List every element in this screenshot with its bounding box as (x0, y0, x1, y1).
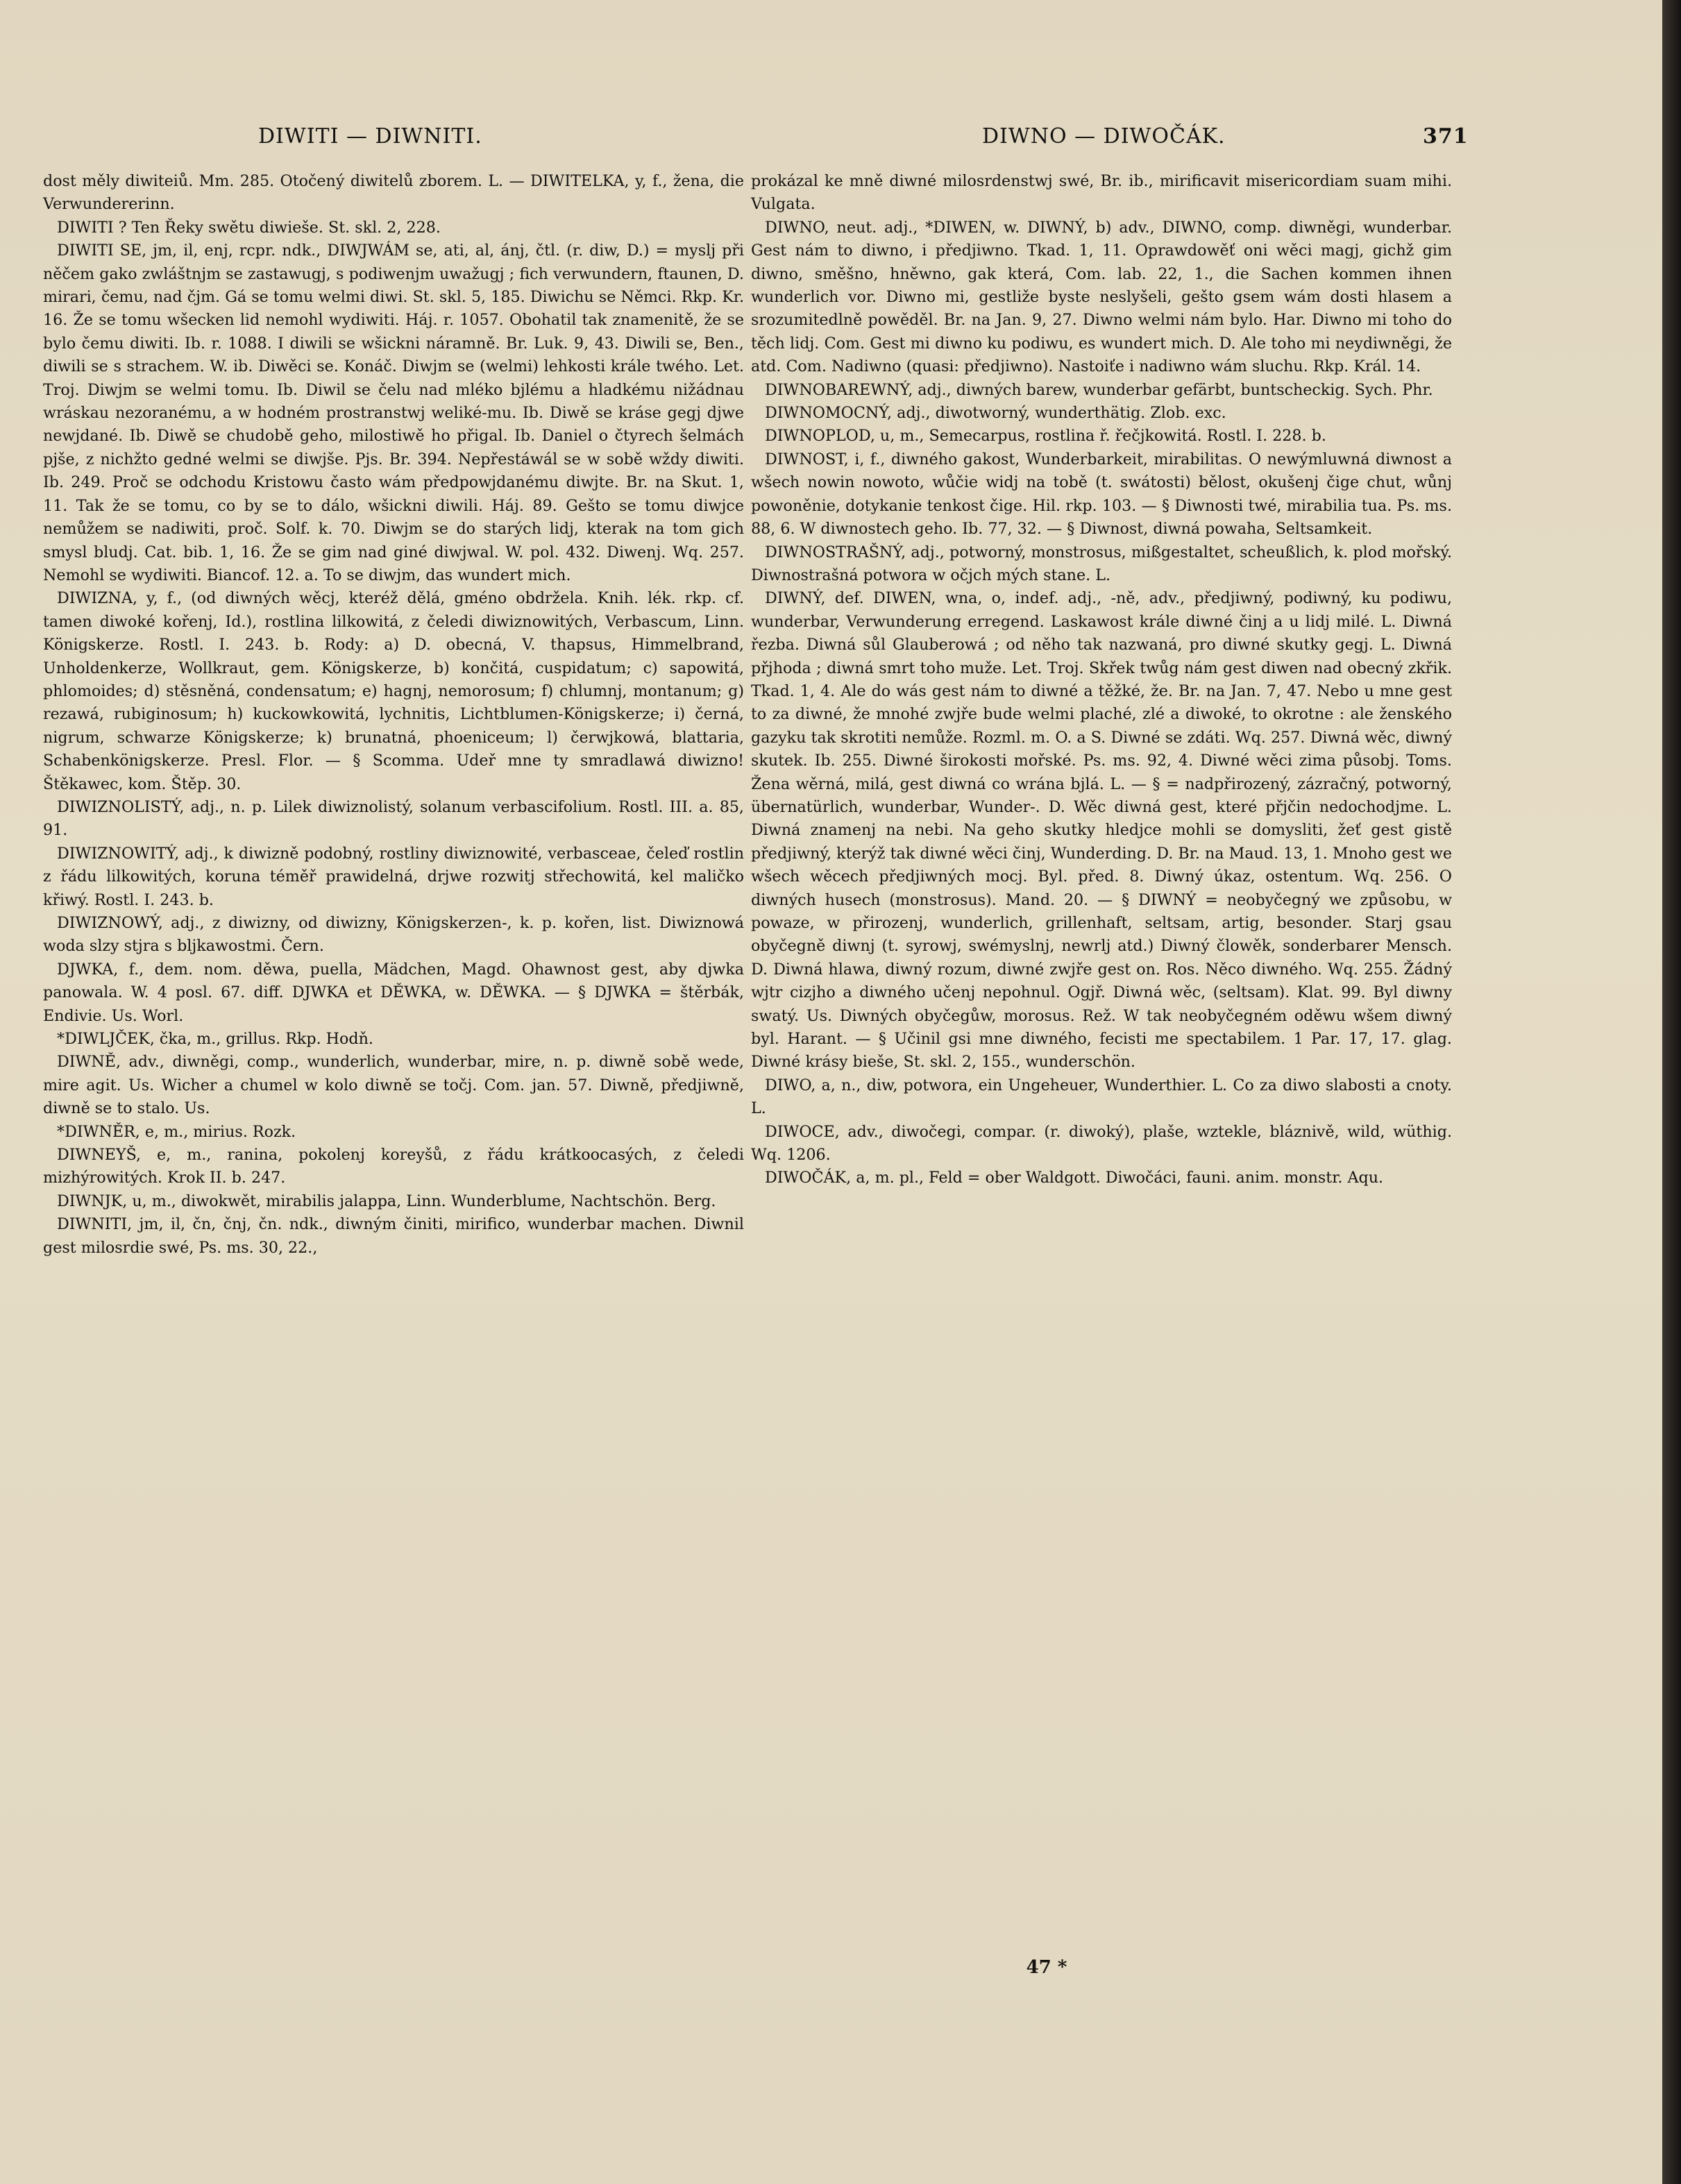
entry-paragraph: DIWIZNOLISTÝ, adj., n. p. Lilek diwiznolistý, solanum verbascifolium. Rostl. III. a. 85, 91. (43, 797, 744, 840)
entry-paragraph: DIWNITI, jm, il, čn, čnj, čn. ndk., diwným činiti, mirifico, wunderbar machen. Diwnil gest milosrdie swé, Ps. ms. 30, 22., (43, 1215, 744, 1257)
entry-paragraph: DIWNĚ, adv., diwněgi, comp., wunderlich, wunderbar, mire, n. p. diwně sobě wede, mire agit. Us. Wicher a chumel w kolo diwně se točj. Com. jan. 57. Diwně, předjiwně, diwně se to stalo. Us. (43, 1053, 744, 1118)
entry-paragraph: DIWITI SE, jm, il, enj, rcpr. ndk., DIWJWÁM se, ati, al, ánj, čtl. (r. diw, D.) = myslj při něčem gako zwláštnjm se zastawugj, s podiwenjm uwažugj ; fich verwundern, ftaunen, D. mirari, čemu, nad čjm. Gá se tomu welmi diwi. St. skl. 5, 185. Diwichu se Němci. Rkp. Kr. 16. Že se tomu wšecken lid nemohl wydiwiti. Háj. r. 1057. Obohatil tak znamenitě, že se bylo čemu diwiti. Ib. r. 1088. I diwili se wšickni náramně. Br. Luk. 9, 43. Diwili se, Ben., diwili se s strachem. W. ib. Diwěci se. Konáč. Diwjm se (welmi) lehkosti krále twého. Let. Troj. Diwjm se welmi tomu. Ib. Diwil se čelu nad mléko bjlému a hladkému nižádnau wráskau nezoranému, a w hodném prostranstwj weliké-mu. Ib. Diwě se kráse gegj djwe newjdané. Ib. Diwě se chudobě geho, milostiwě ho přigal. Ib. Daniel o čtyrech šelmách pjše, z nichžto gedné welmi se diwjše. Pjs. Br. 394. Nepřestáwál se w sobě wždy diwiti. Ib. 249. Proč se odchodu Kristowu často wám předpowjdanému diwjte. Br. na Skut. 1, 11. Tak že se tomu, co by se to dálo, wšickni diwili. Háj. 89. Gešto se tomu diwjce nemůžem se nadiwiti, proč. Solf. k. 70. Diwjm se do starých lidj, kterak na tom gich smysl bludj. Cat. bib. 1, 16. Že se gim nad giné diwjwal. W. pol. 432. Diwenj. Wq. 257. Nemohl se wydiwiti. Biancof. 12. a. To se diwjm, das wundert mich. (43, 242, 744, 584)
right-column (751, 170, 1452, 1190)
entry-paragraph: DIWITI ? Ten Řeky swětu diwieše. St. skl. 2, 228. (57, 218, 441, 237)
entry-paragraph: DIWOČÁK, a, m. pl., Feld = ober Waldgott. Diwočáci, fauni. anim. monstr. Aqu. (765, 1169, 1384, 1187)
entry-paragraph: DIWNOBAREWNÝ, adj., diwných barew, wunderbar gefärbt, buntscheckig. Sych. Phr. (765, 380, 1433, 399)
entry-paragraph: DIWNÝ, def. DIWEN, wna, o, indef. adj., -ně, adv., předjiwný, podiwný, ku podiwu, wunderbar, Verwunderung erregend. Laskawost krále diwné činj a u lidj milé. L. Diwná řezba. Diwná sůl Glauberowá ; od něho tak nazwaná, pro diwné skutky gegj. L. Diwná přjhoda ; diwná smrt toho muže. Let. Troj. Skřek twůg nám gest diwen nad obecný zkřik. Tkad. 1, 4. Ale do wás gest nám to diwné a těžké, že. Br. na Jan. 7, 47. Nebo u mne gest to za diwné, že mnohé zwjře bude welmi plaché, zlé a diwoké, to okrotne : ale ženského gazyku tak skrotiti nemůže. Rozml. m. O. a S. Diwné se zdáti. Wq. 257. Diwná wěc, diwný skutek. Ib. 255. Diwné širokosti mořské. Ps. ms. 92, 4. Diwné wěci zima působj. Toms. Žena wěrná, milá, gest diwná co wrána bjlá. L. — § = nadpřirozený, zázračný, potworný, übernatürlich, wunderbar, Wunder-. D. Wěc diwná gest, které přjčin nedochodjme. L. Diwná znamenj na nebi. Na geho skutky hledjce mohli se domysliti, žeť gest gistě předjiwný, kterýž tak diwné wěci činj, Wunderding. D. Br. na Maud. 13, 1. Mnoho gest we wšech wěcech předjiwných mocj. Byl. před. 8. Diwný úkaz, ostentum. Wq. 256. O diwných husech (monstrosus). Mand. 20. — § DIWNÝ = neobyčegný we způsobu, w powaze, w přirozenj, wunderlich, grillenhaft, seltsam, artig, besonder. Starj gsau obyčegně diwnj (t. syrowj, swémyslnj, newrlj atd.) Diwný člowěk, sonderbarer Mensch. D. Diwná hlawa, diwný rozum, diwné zwjře gest on. Ros. Něco diwného. Wq. 255. Žádný wjtr cizjho a diwného učenj nepohnul. Ogjř. Diwná wěc, (seltsam). Klat. 99. Byl diwny swatý. Us. Diwných obyčegůw, morosus. Rež. W tak neobyčegném oděwu wšem diwný byl. Harant. — § Učinil gsi mne diwného, fecisti me spectabilem. 1 Par. 17, 17. glag. Diwné krásy bieše, St. skl. 2, 155., wunderschön. (751, 589, 1452, 1072)
entry-paragraph: DIWNOPLOD, u, m., Semecarpus, rostlina ř. řečjkowitá. Rostl. I. 228. b. (765, 427, 1326, 446)
entry-paragraph: *DIWNĚR, e, m., mirius. Rozk. (57, 1122, 296, 1141)
entry-paragraph: DIWIZNOWÝ, adj., z diwizny, od diwizny, Königskerzen-, k. p. kořen, list. Diwiznowá woda slzy stjra s bljkawostmi. Čern. (43, 914, 744, 956)
page-number: 371 (1423, 124, 1469, 149)
signature-mark: 47 * (1026, 1957, 1067, 1978)
entry-paragraph: DIWNOST, i, f., diwného gakost, Wunderbarkeit, mirabilitas. O newýmluwná diwnost a wšech nowin nowoto, wůčie widj na tobě (t. swátosti) bělost, okušenj čige chut, wůnj powoněnie, dotykanie tenkost čige. Hil. rkp. 103. — § Diwnosti twé, mirabilia tua. Ps. ms. 88, 6. W diwnostech geho. Ib. 77, 32. — § Diwnost, diwná powaha, Seltsamkeit. (751, 450, 1452, 539)
page-edge-shadow (1662, 0, 1681, 2184)
right-running-head: DIWNO — DIWOČÁK. (982, 124, 1226, 149)
entry-paragraph: DIWNEYŠ, e, m., ranina, pokolenj koreyšů, z řádu krátkoocasých, z čeledi mizhýrowitých. Krok II. b. 247. (43, 1146, 744, 1187)
entry-paragraph: DIWNJK, u, m., diwokwět, mirabilis jalappa, Linn. Wunderblume, Nachtschön. Berg. (57, 1192, 716, 1210)
entry-paragraph: DIWOCE, adv., diwočegi, compar. (r. diwoký), plaše, wztekle, bláznivě, wild, wüthig. Wq. 1206. (751, 1122, 1452, 1165)
entry-paragraph: DIWIZNA, y, f., (od diwných wěcj, kteréž dělá, gméno obdržela. Knih. lék. rkp. cf. tamen diwoké kořenj, Id.), rostlina lilkowitá, z čeledi diwiznowitých, Verbascum, Linn. Königskerze. Rostl. I. 243. b. Rody: a) D. obecná, V. thapsus, Himmelbrand, Unholdenkerze, Wollkraut, gem. Königskerze, b) končitá, cuspidatum; c) sapowitá, phlomoides; d) stěsněná, condensatum; e) hagnj, nemorosum; f) chlumnj, montanum; g) rezawá, rubiginosum; h) kuckowkowitá, lychnitis, Lichtblumen-Königskerze; i) černá, nigrum, schwarze Königskerze; k) brunatná, phoeniceum; l) čerwjkowá, blattaria, Schabenkönigskerze. Presl. Flor. — § Scomma. Udeř mne ty smradlawá diwizno! Štěkawec, kom. Štěp. 30. (43, 589, 744, 793)
entry-paragraph: DIWIZNOWITÝ, adj., k diwizně podobný, rostliny diwiznowité, verbasceae, čeleď rostlin z řádu lilkowitých, koruna téměř prawidelná, drjwe rozwitj střechowitá, kel maličko křiwý. Rostl. I. 243. b. (43, 844, 744, 909)
entry-paragraph: DIWNOMOCNÝ, adj., diwotworný, wunderthätig. Zlob. exc. (765, 404, 1226, 423)
entry-paragraph: prokázal ke mně diwné milosrdenstwj swé, Br. ib., mirificavit misericordiam suam mihi. Vulgata. (751, 172, 1452, 214)
left-column (43, 170, 744, 1260)
entry-paragraph: dost měly diwiteiů. Mm. 285. Otočený diwitelů zborem. L. — DIWITELKA, y, f., žena, die Verwundererinn. (43, 172, 744, 214)
left-running-head: DIWITI — DIWNITI. (258, 124, 482, 149)
entry-paragraph: DIWNO, neut. adj., *DIWEN, w. DIWNÝ, b) adv., DIWNO, comp. diwněgi, wunderbar. Gest nám to diwno, i předjiwno. Tkad. 1, 11. Oprawdowěť oni wěci magj, gichž gim diwno, směšno, hněwno, gak která, Com. lab. 22, 1., die Sachen kommen ihnen wunderlich vor. Diwno mi, gestliže byste neslyšeli, gešto gsem wám dosti hlasem a srozumitedlně powěděl. Br. na Jan. 9, 27. Diwno welmi nám bylo. Har. Diwno mi toho do těch lidj. Com. Gest mi diwno ku podiwu, es wundert mich. D. Ale toho mi neydiwněgi, že atd. Com. Nadiwno (quasi: předjiwno). Nastoiťe i nadiwno wám sluchu. Rkp. Král. 14. (751, 218, 1452, 376)
entry-paragraph: *DIWLJČEK, čka, m., grillus. Rkp. Hodň. (57, 1030, 373, 1049)
entry-paragraph: DIWNOSTRAŠNÝ, adj., potworný, monstrosus, mißgestaltet, scheußlich, k. plod mořský. Diwnostrašná potwora w očjch mých stane. L. (751, 543, 1452, 584)
entry-paragraph: DIWO, a, n., diw, potwora, ein Ungeheuer, Wunderthier. L. Co za diwo slabosti a cnoty. L. (751, 1076, 1452, 1118)
entry-paragraph: DJWKA, f., dem. nom. děwa, puella, Mädchen, Magd. Ohawnost gest, aby djwka panowala. W. 4 posl. 67. diff. DJWKA et DĚWKA, w. DĚWKA. — § DJWKA = štěrbák, Endivie. Us. Worl. (43, 960, 744, 1025)
